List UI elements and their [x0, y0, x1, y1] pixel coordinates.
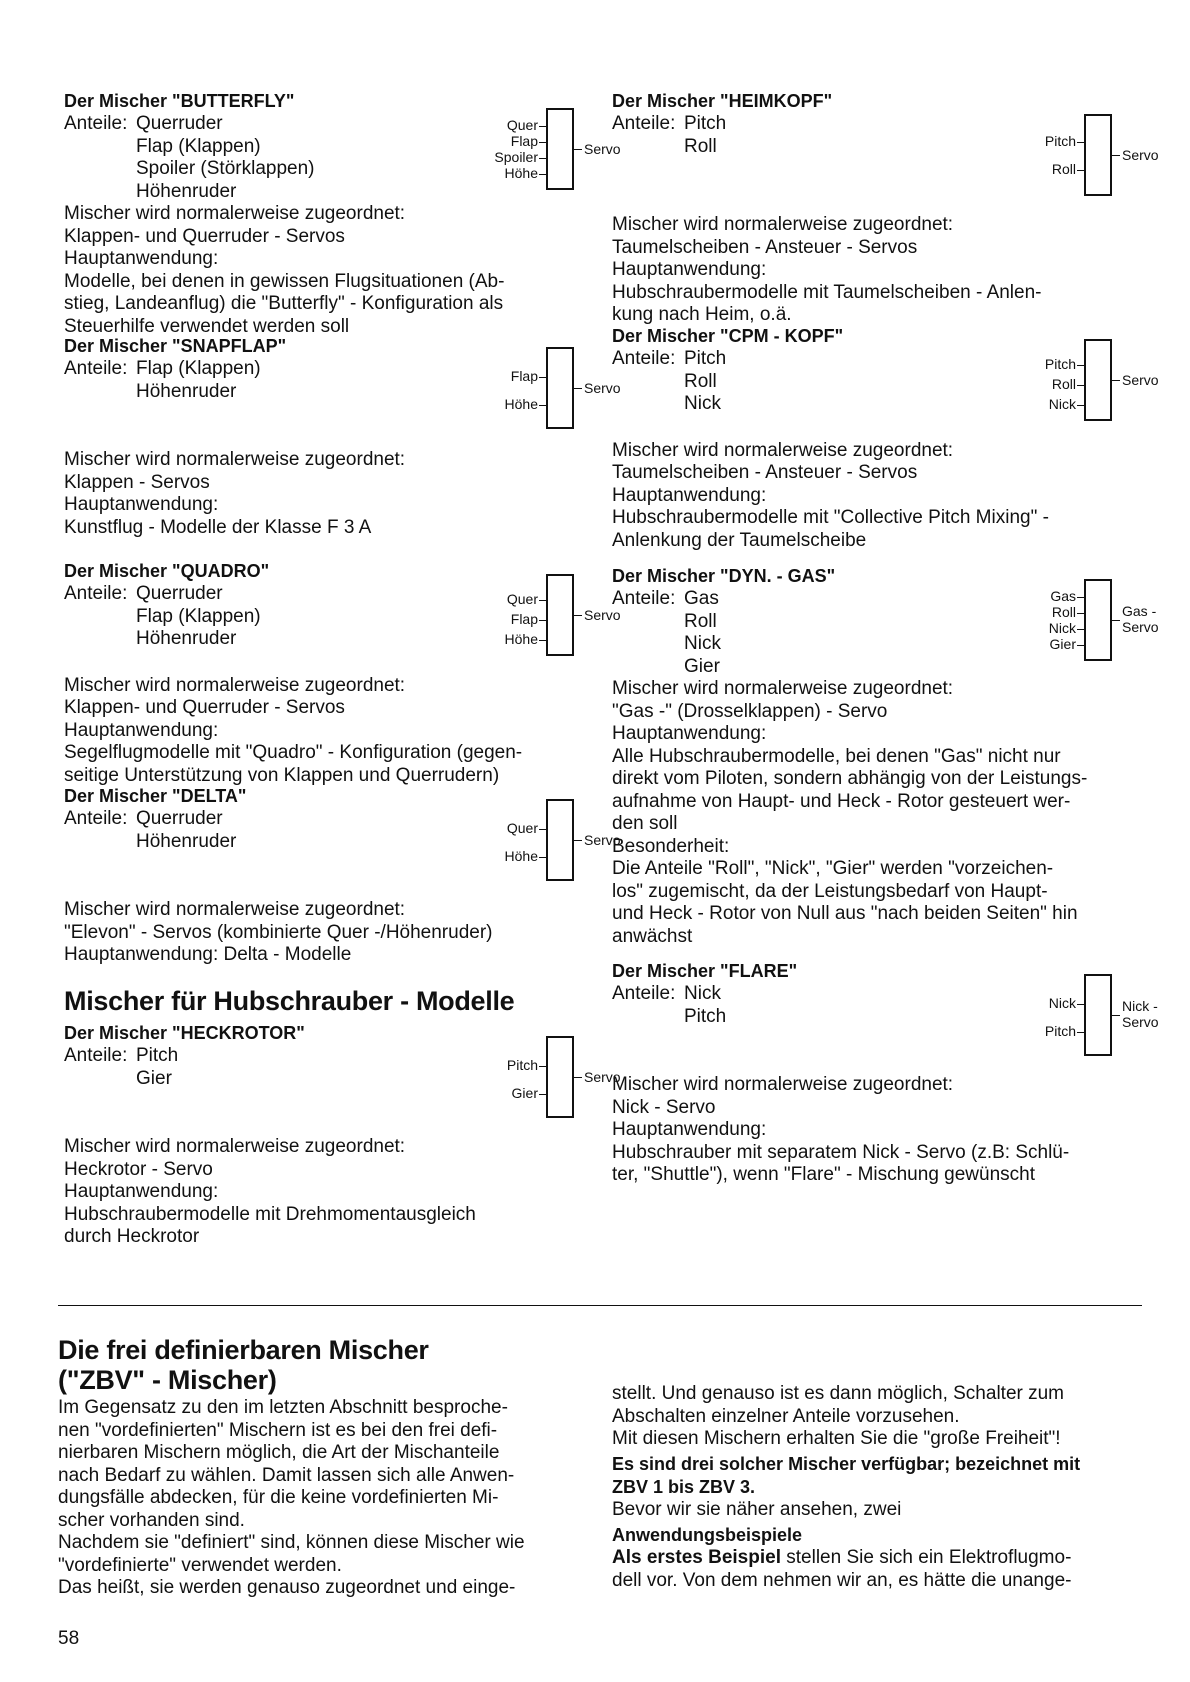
zbv-bold-line2: ZBV 1 bis ZBV 3.	[612, 1476, 756, 1497]
component: Pitch	[684, 348, 727, 369]
diagram-output: Servo	[1122, 1014, 1159, 1030]
diagram-input: Höhe	[505, 632, 546, 646]
diagram-input: Pitch	[507, 1058, 546, 1072]
diagram-input: Nick	[1049, 621, 1084, 635]
diagram-output: Servo	[584, 380, 621, 396]
zbv-after-bold: Bevor wir sie näher ansehen, zwei	[612, 1498, 902, 1520]
section-title: Der Mischer "HECKROTOR"	[64, 1023, 305, 1043]
section-title: Der Mischer "SNAPFLAP"	[64, 336, 287, 356]
section-body: Mischer wird normalerweise zugeordnet: Taumelscheiben - Ansteuer - Servos Hauptanwendung: Hubschraubermodelle mit "Collective Pitch Mixing" - Anlenkung der Taumelscheibe	[612, 439, 1049, 551]
diagram-input: Pitch	[1045, 1024, 1084, 1038]
diagram-input: Pitch	[1045, 357, 1084, 371]
zbv-heading-line2: ("ZBV" - Mischer)	[58, 1365, 277, 1395]
section-divider	[58, 1305, 1142, 1306]
component: Nick	[684, 393, 721, 414]
component: Gas	[684, 588, 719, 609]
right-column	[612, 90, 1159, 1187]
section-butterfly	[64, 90, 621, 337]
mixer-diagram	[902, 339, 1159, 421]
diagram-input: Roll	[1052, 605, 1084, 619]
zbv-right-body: stellt. Und genauso ist es dann möglich, Schalter zum Abschalten einzelner Anteile vorzusehen. Mit diesen Mischern erhalten Sie die "große Freiheit"!	[612, 1383, 1065, 1449]
example-bold: Als erstes Beispiel	[612, 1547, 781, 1568]
diagram-output: Servo	[1122, 619, 1159, 635]
diagram-output: Servo	[1122, 147, 1159, 163]
component: Höhenruder	[136, 380, 237, 402]
component: Höhenruder	[136, 628, 237, 649]
anteile-label: Anteile:	[612, 983, 676, 1004]
left-column	[64, 90, 621, 1249]
component: Flap (Klappen)	[136, 135, 261, 157]
section-body: Mischer wird normalerweise zugeordnet: "Gas -" (Drosselklappen) - Servo Hauptanwendung: Alle Hubschraubermodelle, bei denen "Gas" nicht nur direkt vom Piloten, sondern abhängig von der Leistungs- aufnahme von Haupt- und Heck - Rotor gesteuert wer- den soll Besonderheit: Die Anteile "Roll", "Nick", "Gier" werden "vorzeichen- los" zugemischt, da der Leistungsbedarf von Haupt- und Heck - Rotor von Null aus "nach beiden Seiten" hin anwächst	[612, 678, 1088, 947]
diagram-input: Flap	[511, 612, 546, 626]
diagram-input: Nick	[1049, 397, 1084, 411]
section-body: Mischer wird normalerweise zugeordnet: Klappen - Servos Hauptanwendung: Kunstflug - Modelle der Klasse F 3 A	[64, 449, 406, 538]
section-title: Der Mischer "DYN. - GAS"	[612, 566, 836, 586]
diagram-input: Roll	[1052, 377, 1084, 391]
section-heckrotor	[64, 1022, 621, 1249]
component: Roll	[684, 370, 717, 392]
component: Nick	[684, 633, 721, 654]
diagram-output: Servo	[584, 1069, 621, 1085]
section-heimkopf	[612, 90, 1159, 325]
section-snapflap	[64, 335, 621, 560]
mixer-diagram	[364, 799, 621, 881]
diagram-output: Servo	[1122, 372, 1159, 388]
section-cpmkopf	[612, 325, 1159, 565]
anteile-label: Anteile:	[64, 1045, 128, 1066]
mixer-diagram	[902, 114, 1159, 196]
mixer-diagram	[364, 347, 621, 429]
section-dyngas	[612, 565, 1159, 960]
diagram-input: Gas	[1050, 589, 1084, 603]
diagram-input: Spoiler	[494, 150, 546, 164]
component: Pitch	[684, 1005, 727, 1027]
section-title: Der Mischer "DELTA"	[64, 786, 247, 806]
component: Roll	[684, 610, 717, 632]
zbv-bold-line1: Es sind drei solcher Mischer verfügbar; bezeichnet mit	[612, 1453, 1081, 1474]
diagram-input: Höhe	[505, 849, 546, 863]
anteile-label: Anteile:	[64, 113, 128, 134]
component: Querruder	[136, 113, 223, 134]
component: Gier	[684, 655, 720, 677]
section-title: Der Mischer "BUTTERFLY"	[64, 91, 295, 111]
section-title: Der Mischer "QUADRO"	[64, 561, 270, 581]
section-title: Der Mischer "FLARE"	[612, 961, 798, 981]
anteile-label: Anteile:	[612, 588, 676, 609]
section-delta	[64, 785, 621, 980]
diagram-input: Nick	[1049, 996, 1084, 1010]
component: Querruder	[136, 808, 223, 829]
component: Pitch	[684, 113, 727, 134]
mixer-diagram	[364, 574, 621, 656]
mixer-diagram	[902, 974, 1159, 1056]
component: Gier	[136, 1067, 172, 1089]
mixer-diagram	[902, 579, 1159, 661]
heli-heading: Mischer für Hubschrauber - Modelle	[64, 986, 515, 1016]
diagram-input: Roll	[1052, 162, 1084, 176]
diagram-output: Servo	[584, 607, 621, 623]
component: Spoiler (Störklappen)	[136, 158, 315, 179]
mixer-diagram	[364, 108, 621, 190]
example-rest: stellen Sie sich ein Elektroflugmo-	[780, 1547, 1072, 1568]
section-body: Mischer wird normalerweise zugeordnet: Klappen- und Querruder - Servos Hauptanwendung: Segelflugmodelle mit "Quadro" - Konfiguration (gegen- seitige Unterstützung von Klappen und Querrudern)	[64, 674, 523, 786]
diagram-input: Höhe	[505, 166, 546, 180]
example-line2: dell vor. Von dem nehmen wir an, es hätte die unange-	[612, 1569, 1072, 1591]
diagram-input: Flap	[511, 134, 546, 148]
component: Höhenruder	[136, 180, 237, 202]
section-body: Mischer wird normalerweise zugeordnet: Taumelscheiben - Ansteuer - Servos Hauptanwendung: Hubschraubermodelle mit Taumelscheiben - Anlen- kung nach Heim, o.ä.	[612, 214, 1042, 325]
component: Pitch	[136, 1045, 179, 1066]
diagram-output: Servo	[584, 832, 621, 848]
section-body: Mischer wird normalerweise zugeordnet: Heckrotor - Servo Hauptanwendung: Hubschraubermodelle mit Drehmomentausgleich durch Heckrotor	[64, 1136, 476, 1247]
component: Flap (Klappen)	[136, 605, 261, 627]
diagram-input: Gier	[512, 1086, 546, 1100]
anteile-label: Anteile:	[612, 113, 676, 134]
diagram-output: Gas -	[1122, 603, 1157, 619]
section-flare	[612, 960, 1159, 1187]
diagram-input: Höhe	[505, 397, 546, 411]
diagram-input: Quer	[507, 821, 546, 835]
mixer-diagram	[364, 1036, 621, 1118]
component: Nick	[684, 983, 721, 1004]
component: Höhenruder	[136, 830, 237, 852]
anteile-label: Anteile:	[64, 808, 128, 829]
example-line1	[612, 1547, 1142, 1570]
section-title: Der Mischer "CPM - KOPF"	[612, 326, 844, 346]
anteile-label: Anteile:	[64, 583, 128, 604]
diagram-input: Quer	[507, 592, 546, 606]
diagram-input: Flap	[511, 369, 546, 383]
zbv-heading-line1: Die frei definierbaren Mischer	[58, 1335, 429, 1365]
diagram-output: Servo	[584, 141, 621, 157]
section-body: Mischer wird normalerweise zugeordnet: Klappen- und Querruder - Servos Hauptanwendung: Modelle, bei denen in gewissen Flugsituationen (Ab- stieg, Landeanflug) die "Butterfly" - Konfiguration als Steuerhilfe verwendet werden soll	[64, 203, 505, 337]
diagram-input: Pitch	[1045, 134, 1084, 148]
section-body: Mischer wird normalerweise zugeordnet: "Elevon" - Servos (kombinierte Quer -/Höhenruder) Hauptanwendung: Delta - Modelle	[64, 899, 493, 965]
section-title: Der Mischer "HEIMKOPF"	[612, 91, 833, 111]
anteile-label: Anteile:	[612, 348, 676, 369]
zbv-left-body: Im Gegensatz zu den im letzten Abschnitt besproche- nen "vordefinierten" Mischern ist es bei den frei defi- nierbaren Mischern möglich, die Art der Mischanteile nach Bedarf zu wählen. Damit lassen sich alle Anwen- dungsfälle abdecken, für die keine vordefinierten Mi- scher vorhanden sind. Nachdem sie "definiert" sind, können diese Mischer wie "vordefinierte" verwendet werden. Das heißt, sie werden genauso zugeordnet und einge-	[58, 1397, 525, 1598]
page-number: 58	[58, 1628, 80, 1649]
zbv-right	[612, 1383, 1142, 1592]
zbv-left	[58, 1335, 598, 1600]
diagram-input: Gier	[1050, 637, 1084, 651]
component: Querruder	[136, 583, 223, 604]
component: Roll	[684, 135, 717, 157]
section-quadro	[64, 560, 621, 786]
section-body: Mischer wird normalerweise zugeordnet: Nick - Servo Hauptanwendung: Hubschrauber mit separatem Nick - Servo (z.B: Schlü- ter, "Shuttle"), wenn "Flare" - Mischung gewünscht	[612, 1074, 1070, 1185]
anteile-label: Anteile:	[64, 358, 128, 379]
component: Flap (Klappen)	[136, 358, 261, 379]
diagram-output: Nick -	[1122, 998, 1158, 1014]
diagram-input: Quer	[507, 118, 546, 132]
examples-heading: Anwendungsbeispiele	[612, 1525, 803, 1545]
